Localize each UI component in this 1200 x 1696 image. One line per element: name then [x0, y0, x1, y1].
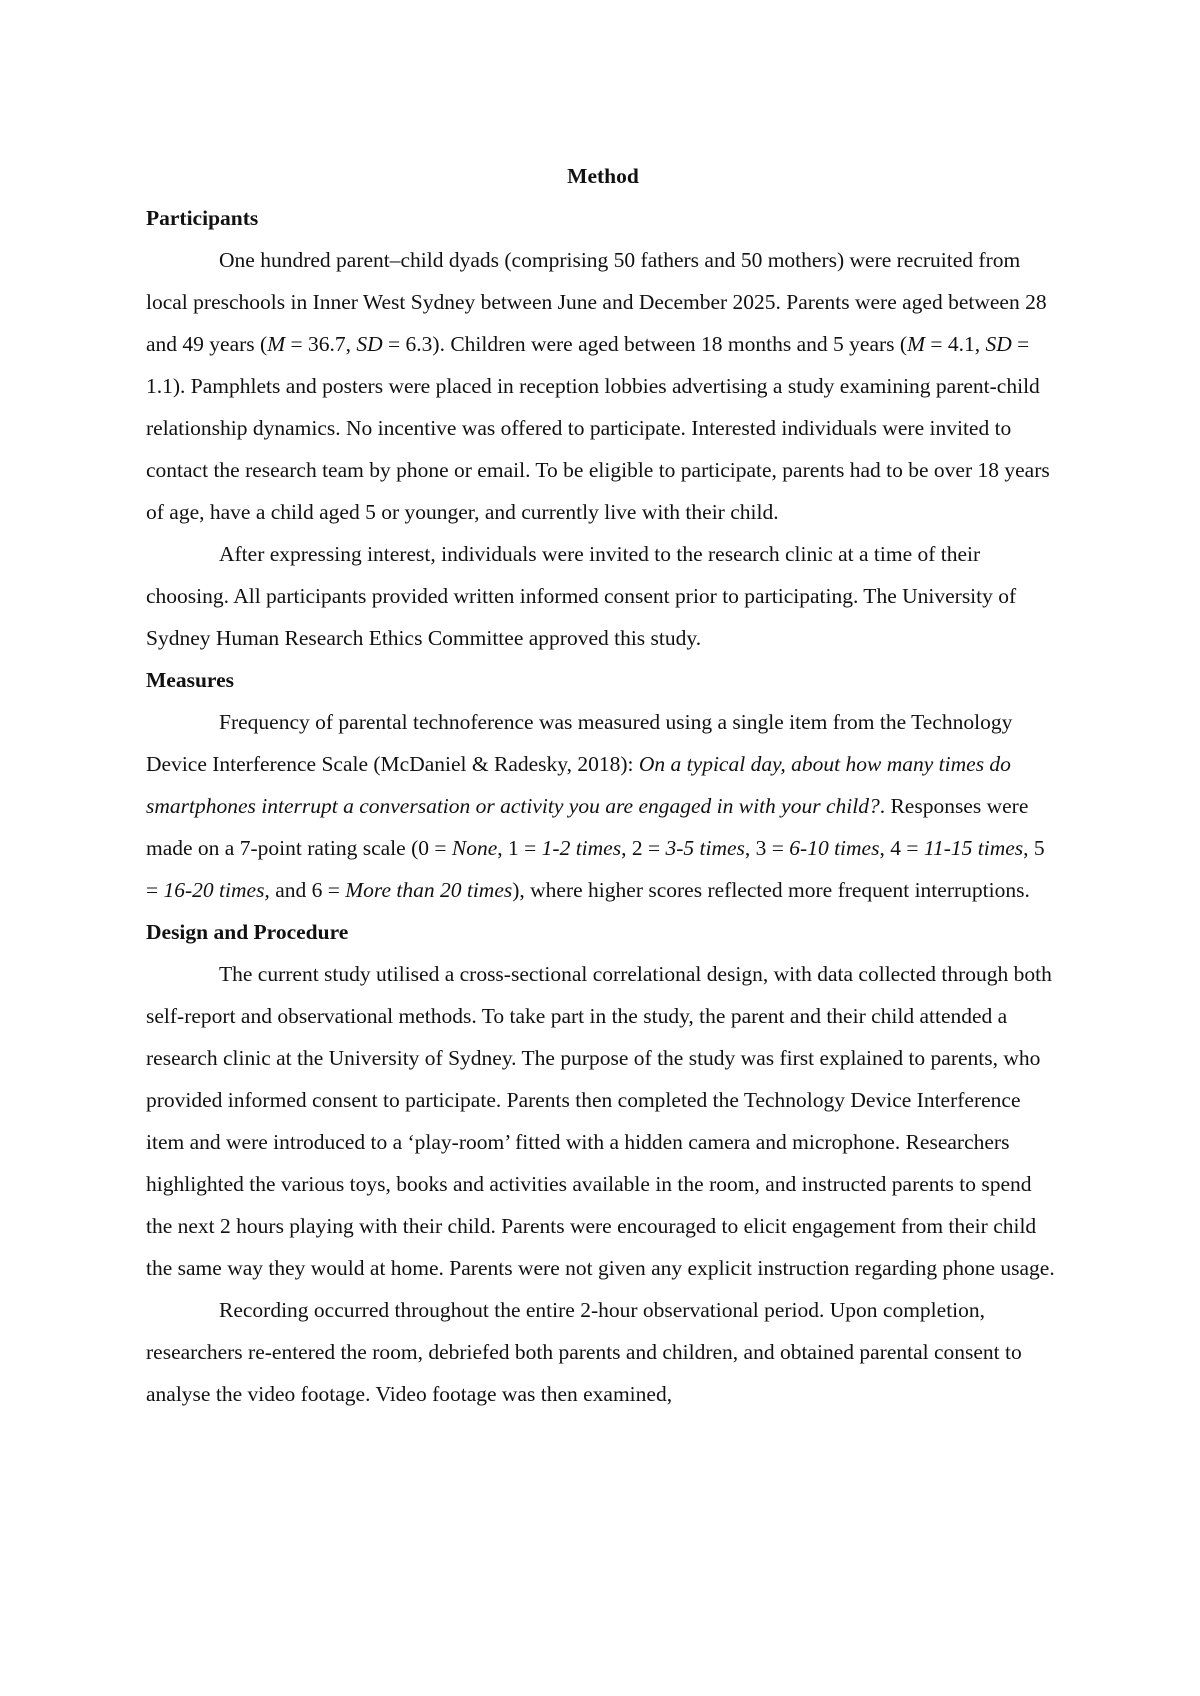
text-run: One hundred parent–child dyads (comprising 50 fathers and 50 mothers) were recruited from local preschools in Inner West Sydney between June and December 2025. Parents were aged between 28 and 49 years ( [146, 248, 1047, 356]
section-heading: Participants [146, 206, 259, 230]
text-run: Frequency of parental technoference was measured using a single item from the Technology Device Interference Scale (McDaniel & Radesky, 2018): [146, 710, 1013, 776]
text-run: = 1.1). Pamphlets and posters were placed in reception lobbies advertising a study examining parent-child relationship dynamics. No incentive was offered to participate. Interested individuals were invited to contact the research team by phone or email. To be eligible to participate, parents had to be over 18 years of age, have a child aged 5 or younger, and currently live with their child. [146, 332, 1050, 524]
text-run: The current study utilised a cross-sectional correlational design, with data collected through both self-report and observational methods. To take part in the study, the parent and their child attended a research clinic at the University of Sydney. The purpose of the study was first explained to parents, who provided informed consent to participate. Parents then completed the Technology Device Interference item and were introduced to a ‘play-room’ fitted with a hidden camera and microphone. Researchers highlighted the various toys, books and activities available in the room, and instructed parents to spend the next 2 hours playing with their child. Parents were encouraged to elicit engagement from their child the same way they would at home. Parents were not given any explicit instruction regarding phone usage. [146, 962, 1055, 1280]
section-heading: Measures [146, 668, 234, 692]
italic-text-run: 3-5 times [665, 836, 745, 860]
text-run: , 4 = [879, 836, 924, 860]
body-paragraph [146, 533, 1060, 659]
italic-text-run: M [907, 332, 925, 356]
body-paragraph [146, 239, 1060, 533]
text-run: , 5 = [146, 836, 1045, 902]
italic-text-run: 11-15 times [923, 836, 1024, 860]
text-run: , 1 = [497, 836, 542, 860]
italic-text-run: 6-10 times [789, 836, 880, 860]
page-title: Method [567, 164, 639, 188]
body-paragraph [146, 701, 1060, 911]
text-run: , 2 = [621, 836, 666, 860]
body-paragraph [146, 1289, 1060, 1415]
text-run: = 36.7, [285, 332, 357, 356]
document-body [146, 155, 1060, 1415]
italic-text-run: More than 20 times [345, 878, 513, 902]
text-run: and 6 = [269, 878, 346, 902]
italic-text-run: On a typical day, about how many times do smartphones interrupt a conversation or activity you are engaged in with your child? [146, 752, 1011, 818]
text-run: = 6.3). Children were aged between 18 months and 5 years ( [382, 332, 908, 356]
document-sections [146, 197, 1060, 1415]
text-run: = 4.1, [924, 332, 986, 356]
text-run: . Responses were made on a 7-point rating scale (0 = [146, 794, 1029, 860]
body-paragraph [146, 953, 1060, 1289]
text-run: ), where higher scores reflected more frequent interruptions. [512, 878, 1030, 902]
italic-text-run: None [451, 836, 498, 860]
section-heading: Design and Procedure [146, 920, 349, 944]
text-run: Recording occurred throughout the entire 2-hour observational period. Upon completion, researchers re-entered the room, debriefed both parents and children, and obtained parental consent to analyse the video footage. Video footage was then examined, [146, 1298, 1022, 1406]
text-run: , 3 = [744, 836, 790, 860]
italic-text-run: M [267, 332, 286, 356]
text-run: After expressing interest, individuals were invited to the research clinic at a time of their choosing. All participants provided written informed consent prior to participating. The University of Sydney Human Research Ethics Committee approved this study. [146, 542, 1017, 650]
italic-text-run: 16-20 times, [163, 878, 270, 902]
italic-text-run: SD [356, 332, 383, 356]
italic-text-run: 1-2 times [541, 836, 622, 860]
italic-text-run: SD [985, 332, 1012, 356]
